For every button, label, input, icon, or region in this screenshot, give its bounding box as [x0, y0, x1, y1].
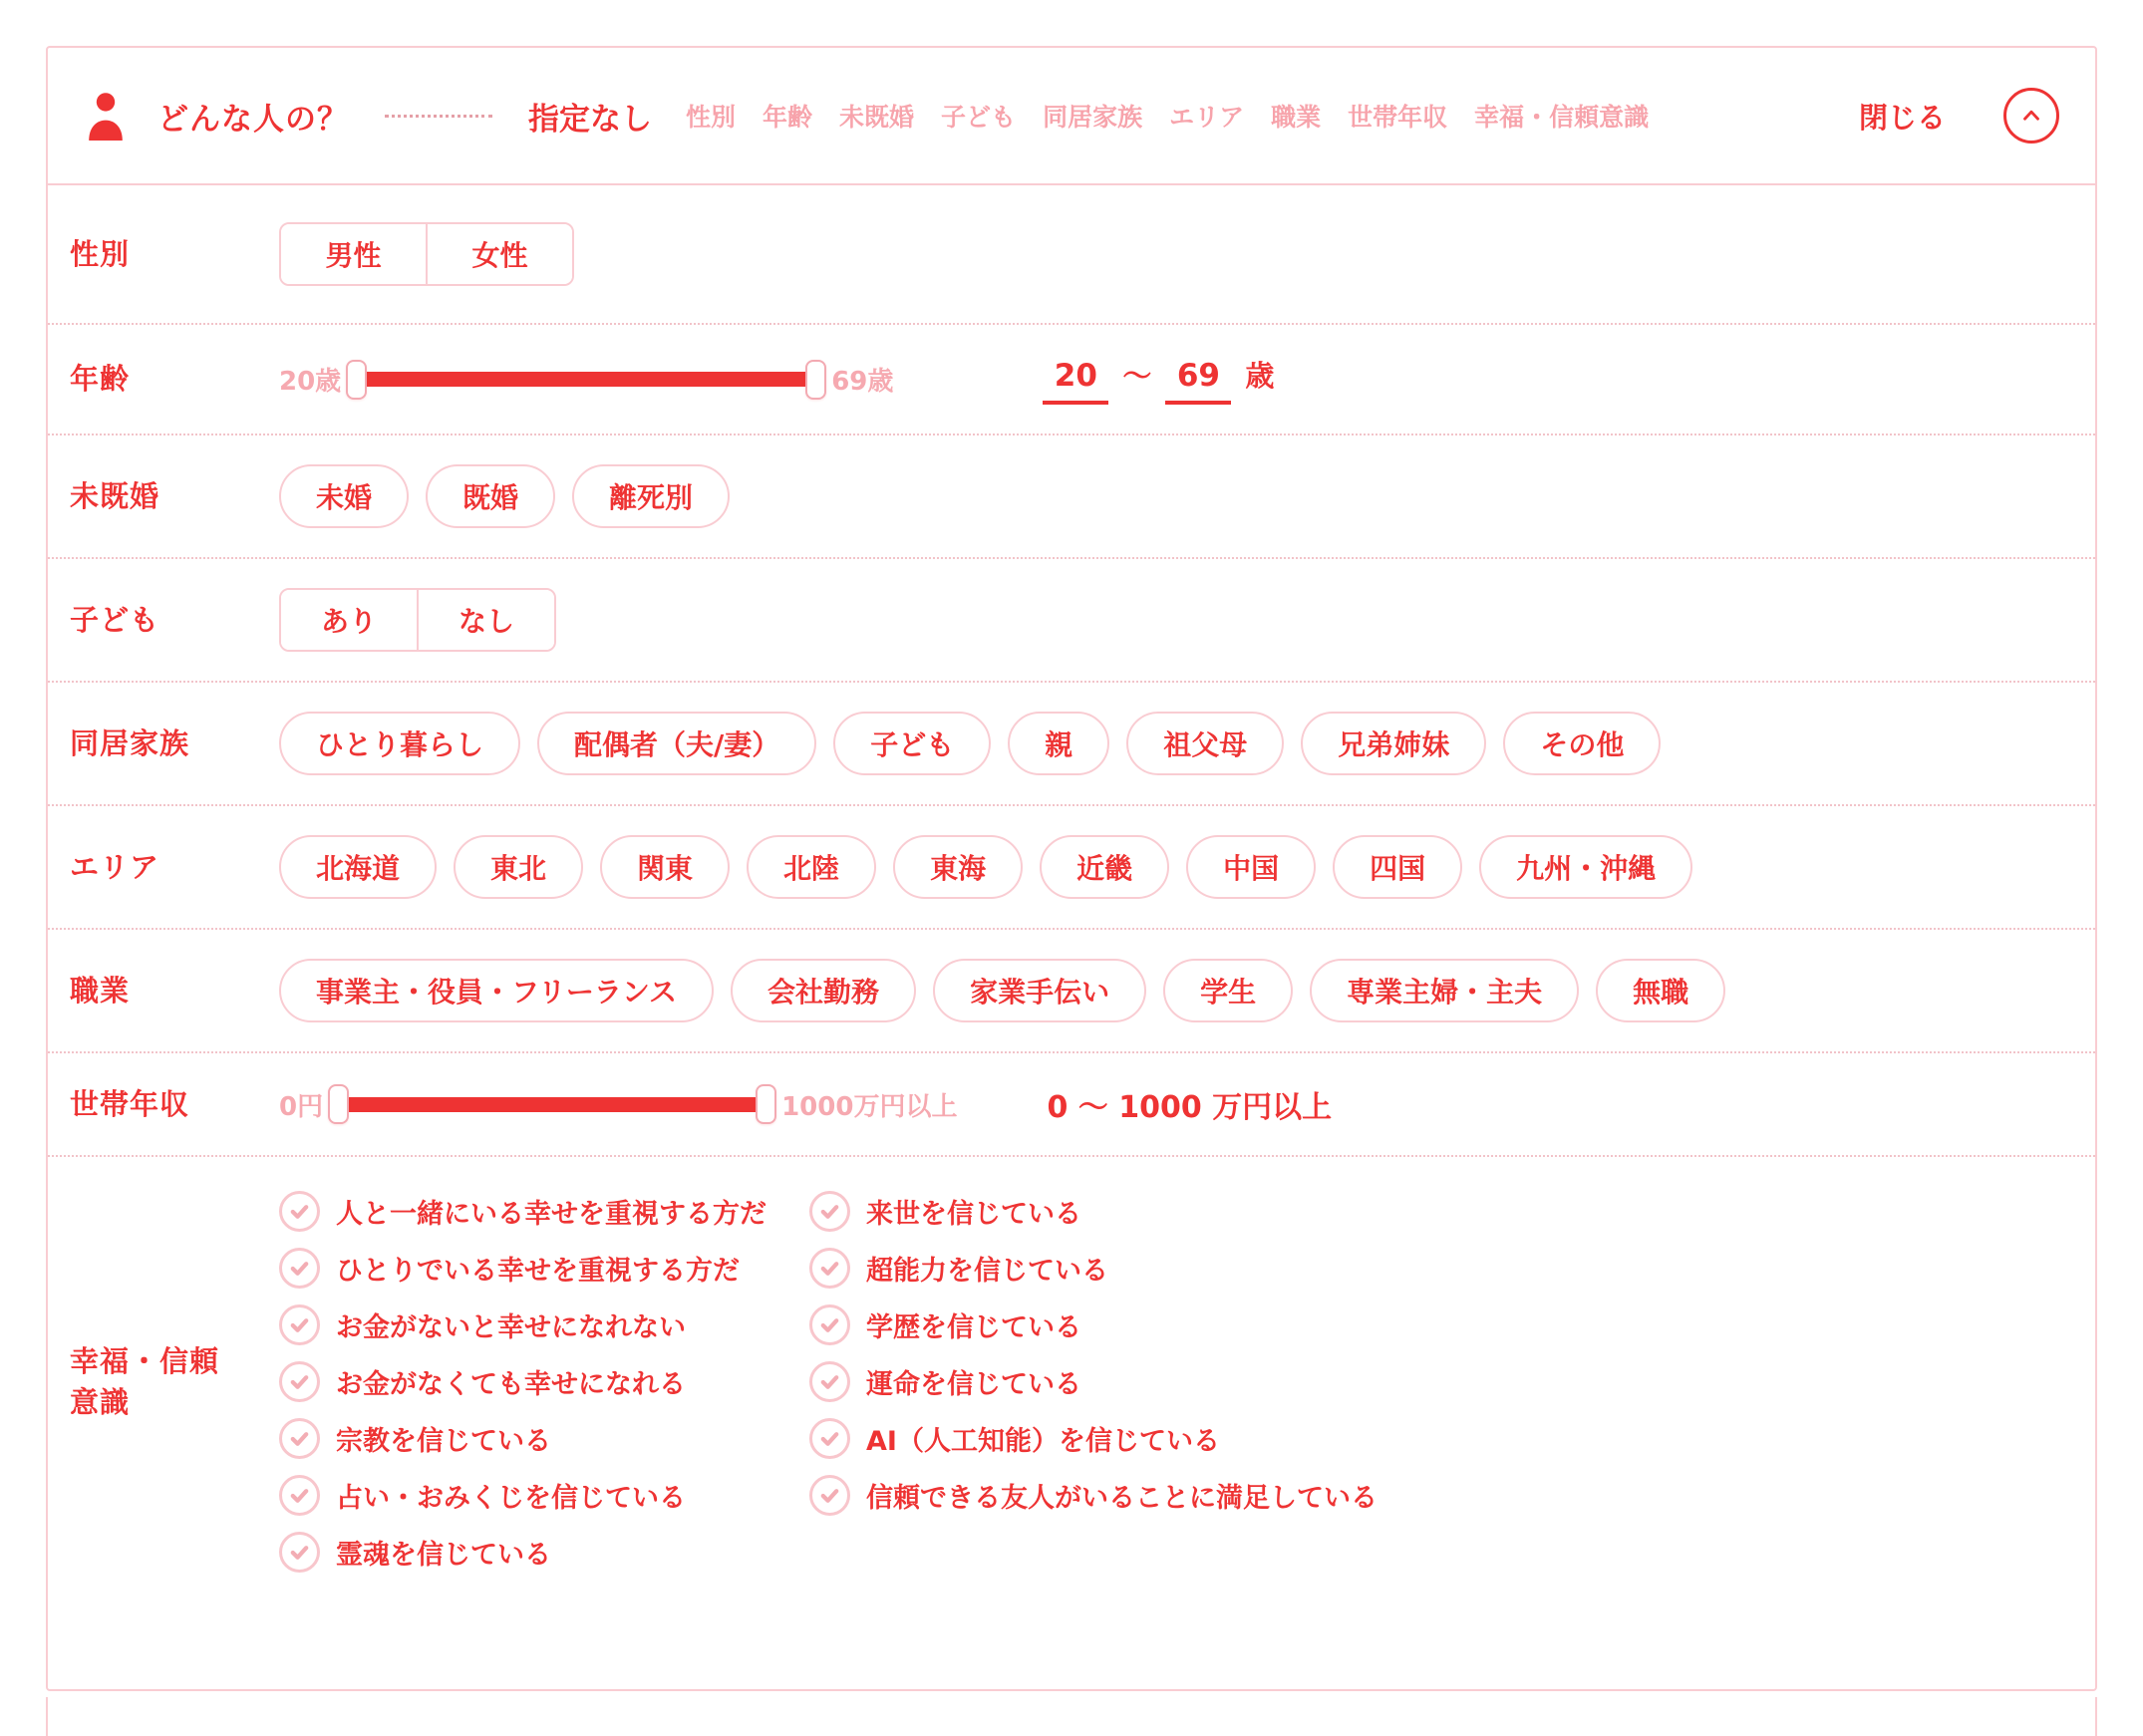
family-option-pill[interactable]: 子ども: [833, 712, 991, 775]
category-nav-link[interactable]: 幸福・信頼意識: [1474, 103, 1650, 132]
belief-label: 超能力を信じている: [866, 1256, 1108, 1287]
area-option-pill[interactable]: 東北: [454, 835, 583, 899]
belief-label: 宗教を信じている: [336, 1426, 551, 1457]
belief-checkbox-item[interactable]: [279, 1475, 809, 1516]
check-circle-icon[interactable]: [279, 1191, 320, 1232]
occupation-option-pill[interactable]: 学生: [1163, 959, 1293, 1022]
check-circle-icon[interactable]: [279, 1304, 320, 1345]
row-label-occupation: 職業: [70, 973, 131, 1008]
area-option-pill[interactable]: 東海: [893, 835, 1023, 899]
row-beliefs: [48, 1157, 2095, 1676]
next-panel-stub: [46, 1697, 2097, 1736]
occupation-option-pill[interactable]: 事業主・役員・フリーランス: [279, 959, 714, 1022]
area-option-pill[interactable]: 九州・沖縄: [1479, 835, 1692, 899]
row-label-gender: 性別: [70, 236, 131, 271]
close-button[interactable]: 閉じる: [1858, 100, 1946, 135]
row-income: [48, 1053, 2095, 1157]
category-nav-link[interactable]: 性別: [686, 103, 737, 132]
belief-checkbox-item[interactable]: [279, 1532, 809, 1573]
check-circle-icon[interactable]: [279, 1248, 320, 1289]
age-slider-group: [279, 359, 893, 401]
row-family: [48, 683, 2095, 806]
row-age: [48, 325, 2095, 435]
income-range-text: 0 〜 1000 万円以上: [1047, 1090, 1333, 1125]
check-circle-icon[interactable]: [809, 1248, 850, 1289]
category-nav-link[interactable]: 職業: [1271, 103, 1322, 132]
category-nav-link[interactable]: 世帯年収: [1348, 103, 1448, 132]
occupation-option-pill[interactable]: 無職: [1596, 959, 1725, 1022]
belief-checkbox-item[interactable]: [279, 1248, 809, 1289]
belief-label: AI（人工知能）を信じている: [866, 1426, 1220, 1457]
children-option[interactable]: あり: [281, 590, 417, 650]
income-slider-handle-min[interactable]: [328, 1084, 349, 1124]
belief-label: 来世を信じている: [866, 1199, 1081, 1230]
family-option-pill[interactable]: 配偶者（夫/妻）: [537, 712, 816, 775]
beliefs-column-2: [809, 1191, 1378, 1516]
age-unit-label: 歳: [1245, 359, 1275, 393]
check-circle-icon[interactable]: [279, 1361, 320, 1402]
family-option-pill[interactable]: ひとり暮らし: [279, 712, 520, 775]
belief-checkbox-item[interactable]: [279, 1418, 809, 1459]
row-label-beliefs: [70, 1341, 279, 1422]
check-circle-icon[interactable]: [809, 1191, 850, 1232]
slider-track: [351, 372, 821, 387]
area-option-pill[interactable]: 北海道: [279, 835, 437, 899]
row-marital: [48, 435, 2095, 559]
area-option-pill[interactable]: 四国: [1333, 835, 1462, 899]
chevron-up-icon: [2018, 103, 2044, 129]
belief-checkbox-item[interactable]: [809, 1475, 1378, 1516]
row-label-children: 子ども: [70, 602, 160, 637]
belief-label: ひとりでいる幸せを重視する方だ: [336, 1256, 740, 1287]
belief-label: 人と一緒にいる幸せを重視する方だ: [336, 1199, 766, 1230]
income-slider-handle-max[interactable]: [756, 1084, 776, 1124]
age-range-inputs: [1043, 354, 1274, 405]
belief-checkbox-item[interactable]: [809, 1418, 1378, 1459]
marital-options: [279, 464, 730, 528]
occupation-options: [279, 959, 1725, 1022]
check-circle-icon[interactable]: [279, 1475, 320, 1516]
belief-label: 運命を信じている: [866, 1369, 1081, 1400]
belief-checkbox-item[interactable]: [809, 1248, 1378, 1289]
beliefs-label-line1: 幸福・信頼: [70, 1343, 220, 1378]
gender-option[interactable]: 女性: [426, 224, 572, 284]
children-segmented-control: [279, 588, 556, 652]
check-circle-icon[interactable]: [809, 1418, 850, 1459]
belief-checkbox-item[interactable]: [809, 1304, 1378, 1345]
age-to-input[interactable]: 69: [1165, 358, 1231, 405]
family-option-pill[interactable]: 祖父母: [1126, 712, 1284, 775]
area-option-pill[interactable]: 北陸: [747, 835, 876, 899]
category-nav-link[interactable]: 子ども: [941, 103, 1017, 132]
occupation-option-pill[interactable]: 専業主婦・主夫: [1310, 959, 1579, 1022]
check-circle-icon[interactable]: [279, 1418, 320, 1459]
belief-label: 霊魂を信じている: [336, 1540, 551, 1571]
belief-checkbox-item[interactable]: [809, 1191, 1378, 1232]
beliefs-columns: [279, 1191, 1378, 1573]
occupation-option-pill[interactable]: 会社勤務: [731, 959, 916, 1022]
row-label-family: 同居家族: [70, 725, 190, 760]
family-option-pill[interactable]: 親: [1008, 712, 1109, 775]
belief-checkbox-item[interactable]: [809, 1361, 1378, 1402]
check-circle-icon[interactable]: [809, 1475, 850, 1516]
gender-segmented-control: [279, 222, 574, 286]
row-label-income: 世帯年収: [70, 1086, 190, 1121]
family-option-pill[interactable]: その他: [1503, 712, 1661, 775]
row-area: [48, 806, 2095, 930]
category-nav-link[interactable]: 年齢: [763, 103, 813, 132]
row-occupation: [48, 930, 2095, 1053]
income-range-slider[interactable]: [333, 1083, 771, 1125]
belief-checkbox-item[interactable]: [279, 1361, 809, 1402]
dotted-leader: [385, 115, 492, 118]
slider-track: [333, 1097, 771, 1112]
area-option-pill[interactable]: 近畿: [1040, 835, 1169, 899]
age-range-slider[interactable]: [351, 359, 821, 401]
row-gender: [48, 185, 2095, 325]
range-tilde: 〜: [1122, 359, 1152, 393]
panel-header: [48, 48, 2095, 185]
person-icon: [82, 90, 130, 142]
marital-option-pill[interactable]: 離死別: [572, 464, 730, 528]
belief-label: 学歴を信じている: [866, 1312, 1081, 1343]
row-label-area: エリア: [70, 849, 160, 884]
age-from-input[interactable]: 20: [1043, 358, 1108, 405]
belief-label: 占い・おみくじを信じている: [336, 1483, 686, 1514]
belief-checkbox-item[interactable]: [279, 1304, 809, 1345]
beliefs-column-1: [279, 1191, 809, 1573]
income-min-label: 0円: [279, 1091, 324, 1122]
check-circle-icon[interactable]: [279, 1532, 320, 1573]
belief-checkbox-item[interactable]: [279, 1191, 809, 1232]
category-nav-link[interactable]: エリア: [1169, 103, 1245, 132]
filter-summary: 指定なし: [528, 101, 652, 138]
family-options: [279, 712, 1661, 775]
check-circle-icon[interactable]: [809, 1304, 850, 1345]
category-nav-link[interactable]: 同居家族: [1043, 103, 1143, 132]
row-children: [48, 559, 2095, 683]
gender-option[interactable]: 男性: [281, 224, 426, 284]
occupation-option-pill[interactable]: 家業手伝い: [933, 959, 1146, 1022]
area-option-pill[interactable]: 中国: [1186, 835, 1316, 899]
persona-filter-panel: [46, 46, 2097, 1691]
area-options: [279, 835, 1692, 899]
belief-label: お金がなくても幸せになれる: [336, 1369, 686, 1400]
age-max-label: 69歳: [831, 367, 894, 397]
income-max-label: 1000万円以上: [781, 1091, 958, 1122]
age-slider-handle-max[interactable]: [805, 360, 826, 400]
row-label-marital: 未既婚: [70, 478, 160, 513]
row-label-age: 年齢: [70, 362, 131, 397]
marital-option-pill[interactable]: 既婚: [426, 464, 555, 528]
age-min-label: 20歳: [279, 367, 342, 397]
marital-option-pill[interactable]: 未婚: [279, 464, 409, 528]
beliefs-label-line2: 意識: [70, 1384, 131, 1419]
age-slider-handle-min[interactable]: [346, 360, 367, 400]
family-option-pill[interactable]: 兄弟姉妹: [1301, 712, 1486, 775]
category-nav: [686, 98, 1831, 134]
belief-label: 信頼できる友人がいることに満足している: [866, 1483, 1378, 1514]
belief-label: お金がないと幸せになれない: [336, 1312, 686, 1343]
income-slider-group: [279, 1083, 957, 1125]
category-nav-link[interactable]: 未既婚: [839, 103, 915, 132]
collapse-button[interactable]: [2003, 88, 2059, 144]
panel-title: どんな人の？: [157, 101, 349, 138]
area-option-pill[interactable]: 関東: [600, 835, 730, 899]
check-circle-icon[interactable]: [809, 1361, 850, 1402]
children-option[interactable]: なし: [417, 590, 554, 650]
